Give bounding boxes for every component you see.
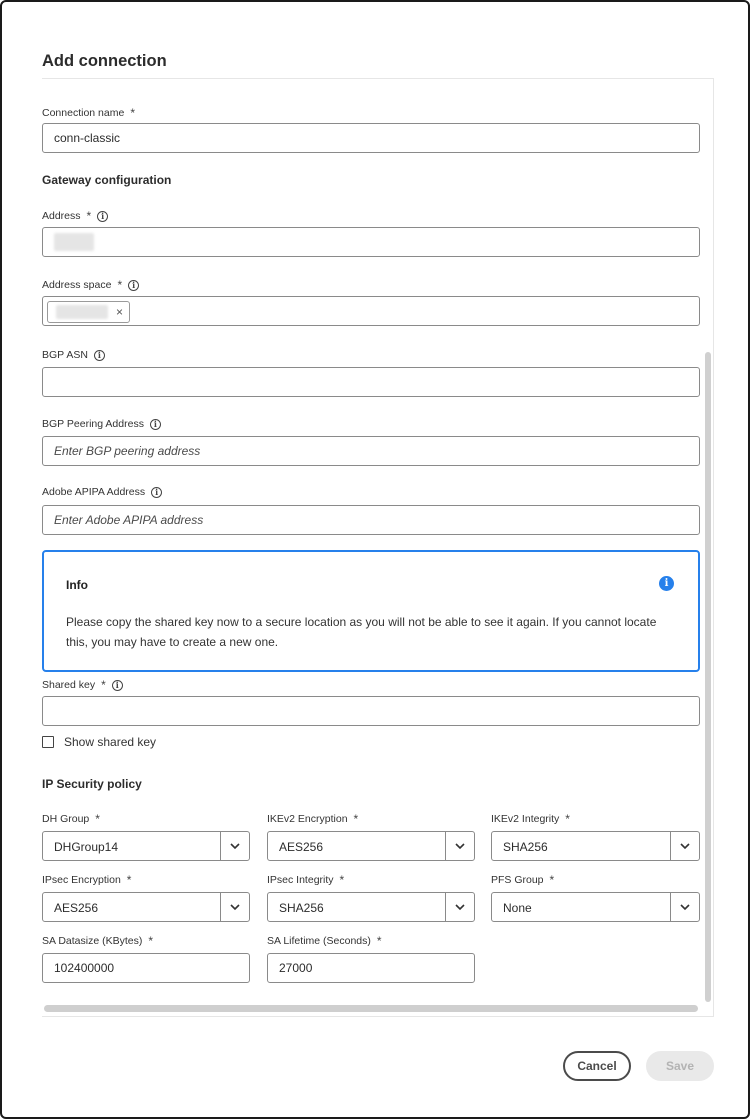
sa-datasize-label: SA Datasize (KBytes) *	[42, 934, 154, 948]
chevron-down-icon	[455, 843, 465, 850]
chevron-down-icon	[680, 904, 690, 911]
apipa-address-label: Adobe APIPA Address i	[42, 486, 162, 498]
ipsec-encryption-select[interactable]: AES256	[42, 892, 250, 922]
connection-name-label: Connection name *	[42, 106, 135, 120]
address-input[interactable]	[42, 227, 700, 257]
info-icon[interactable]: i	[94, 350, 105, 361]
info-alert	[42, 550, 700, 672]
info-icon[interactable]: i	[112, 680, 123, 691]
ikev2-integrity-label: IKEv2 Integrity *	[491, 812, 570, 826]
ikev2-integrity-dropdown-button[interactable]	[670, 832, 699, 860]
ipsec-integrity-select[interactable]: SHA256	[267, 892, 475, 922]
bgp-peering-address-label: BGP Peering Address i	[42, 418, 161, 430]
ipsec-encryption-label: IPsec Encryption *	[42, 873, 132, 887]
ikev2-encryption-label: IKEv2 Encryption *	[267, 812, 359, 826]
cancel-button[interactable]: Cancel	[563, 1051, 631, 1081]
show-shared-key-label[interactable]: Show shared key	[64, 735, 157, 749]
dh-group-label: DH Group *	[42, 812, 100, 826]
chevron-down-icon	[455, 904, 465, 911]
info-heading: Info	[66, 578, 88, 592]
chevron-down-icon	[230, 904, 240, 911]
info-icon[interactable]: i	[151, 487, 162, 498]
required-asterisk: *	[353, 812, 359, 826]
ipsec-encryption-dropdown-button[interactable]	[220, 893, 249, 921]
chevron-down-icon	[680, 843, 690, 850]
ipsec-integrity-label: IPsec Integrity *	[267, 873, 345, 887]
connection-name-input[interactable]: conn-classic	[42, 123, 700, 153]
sa-datasize-input[interactable]: 102400000	[42, 953, 250, 983]
required-asterisk: *	[376, 934, 382, 948]
pfs-group-dropdown-button[interactable]	[670, 893, 699, 921]
required-asterisk: *	[148, 934, 154, 948]
shared-key-label: Shared key * i	[42, 678, 123, 692]
address-space-label: Address space * i	[42, 278, 139, 292]
info-icon[interactable]: i	[97, 211, 108, 222]
sa-lifetime-label: SA Lifetime (Seconds) *	[267, 934, 382, 948]
redacted-tag-value	[56, 305, 108, 319]
info-filled-icon: i	[659, 576, 674, 591]
dh-group-select[interactable]: DHGroup14	[42, 831, 250, 861]
chevron-down-icon	[230, 843, 240, 850]
horizontal-scrollbar[interactable]	[44, 1005, 698, 1012]
gateway-configuration-heading: Gateway configuration	[42, 173, 172, 187]
pfs-group-label: PFS Group *	[491, 873, 555, 887]
ikev2-encryption-select[interactable]: AES256	[267, 831, 475, 861]
ipsec-integrity-dropdown-button[interactable]	[445, 893, 474, 921]
address-label: Address * i	[42, 209, 108, 223]
info-message: Please copy the shared key now to a secure location as you will not be able to see it again. If you cannot locate this, you may have to create a new one.	[66, 615, 657, 649]
address-space-tag	[47, 301, 130, 323]
ikev2-integrity-select[interactable]: SHA256	[491, 831, 700, 861]
required-asterisk: *	[565, 812, 570, 826]
redacted-address-value	[54, 233, 94, 251]
ikev2-encryption-dropdown-button[interactable]	[445, 832, 474, 860]
required-asterisk: *	[86, 209, 92, 223]
sa-lifetime-input[interactable]: 27000	[267, 953, 475, 983]
save-button[interactable]: Save	[646, 1051, 714, 1081]
form-scroll-area[interactable]	[42, 78, 714, 1017]
required-asterisk: *	[549, 873, 555, 887]
dh-group-dropdown-button[interactable]	[220, 832, 249, 860]
pfs-group-select[interactable]: None	[491, 892, 700, 922]
info-icon[interactable]: i	[150, 419, 161, 430]
ip-security-policy-heading: IP Security policy	[42, 777, 142, 791]
shared-key-input[interactable]	[42, 696, 700, 726]
required-asterisk: *	[117, 278, 123, 292]
required-asterisk: *	[130, 106, 135, 120]
bgp-asn-label: BGP ASN i	[42, 349, 105, 361]
required-asterisk: *	[126, 873, 132, 887]
vertical-scrollbar[interactable]	[705, 352, 711, 1002]
show-shared-key-checkbox[interactable]	[42, 736, 54, 748]
remove-tag-icon[interactable]: ×	[115, 305, 123, 319]
apipa-address-input[interactable]: Enter Adobe APIPA address	[42, 505, 700, 535]
required-asterisk: *	[101, 678, 106, 692]
address-space-input[interactable]	[42, 296, 700, 326]
bgp-asn-input[interactable]	[42, 367, 700, 397]
required-asterisk: *	[95, 812, 100, 826]
required-asterisk: *	[339, 873, 345, 887]
dialog-title: Add connection	[42, 52, 167, 70]
bgp-peering-address-input[interactable]: Enter BGP peering address	[42, 436, 700, 466]
info-icon[interactable]: i	[128, 280, 139, 291]
